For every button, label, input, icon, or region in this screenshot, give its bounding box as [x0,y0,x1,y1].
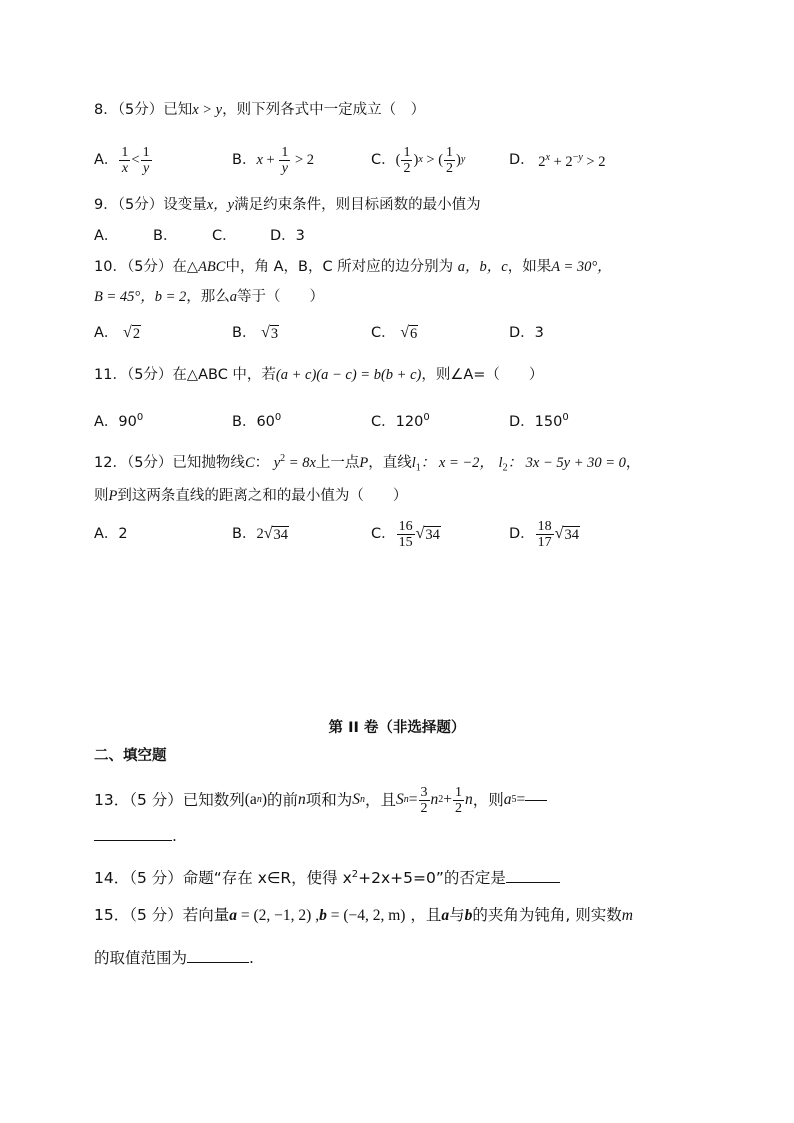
q12-option-b [232,514,289,554]
q10-option-c [371,323,418,343]
q8-option-c-label: C． [371,152,396,168]
q12-d-sqrt: √ 34 [554,525,579,543]
q13-mid: 的前 [266,791,298,809]
q9-option-a [94,226,118,246]
q12-d-frac: $\frac{18}{17}$ [537,518,552,550]
q15-answer-blank[interactable] [187,962,249,963]
q9-option-a-label: A． [94,228,119,244]
q13-line2 [94,826,177,846]
q8-a-frac-1: $\frac{1}{x}$ [121,144,129,176]
q8-condition: x > y [192,102,223,118]
q13-answer-blank-1[interactable] [525,800,547,801]
q10-cond-b: B = 45°，b = 2 [94,289,187,305]
q10-mid2: ，如果 [507,259,552,275]
q10-mid: 中，角 A，B，C 所对应的边分别为 [225,259,454,275]
q11-b-degree: 0 [274,412,282,423]
q12-stem: 12．（5分）已知抛物线C： $y^2 = 8x$上一点P，直线$l_1$： x = −2， $l_2$： 3x − 5y + 30 = 0， [94,453,641,474]
q12-option-d-label: D． [509,526,535,542]
q12-end: ， [625,454,641,471]
q10-option-a [94,323,141,343]
q8-stem-text: 8．（5分）已知 [94,102,193,118]
q12-stem-text: 12．（5分）已知抛物线 [94,454,245,471]
q12-c-var: C [244,454,255,471]
q13-end: . [172,827,177,845]
q9-option-b [153,226,177,246]
q12-line2-p: P [108,488,118,504]
q12-line2: 则 [94,488,109,504]
q10-stem-text: 10．（5分）在△ [94,259,199,275]
q15-b2: b [464,907,473,924]
q9-stem [94,195,481,215]
q8-option-a-label: A． [94,152,119,168]
q10-line2-tail: ，那么 [186,289,230,305]
q15-line2-text: 的取值范围为 [94,949,188,967]
q13-eq-sub: n [403,794,409,805]
q11-c-degree: 0 [423,412,430,423]
q15-mid3: 的夹角为钝角, 则实数 [472,906,622,924]
q12-parabola-rest: = 8x [285,454,316,471]
q14-answer-blank[interactable] [506,882,560,883]
q12-c-sqrt: √ 34 [415,525,440,543]
q11-option-c-label: C．120 [371,413,424,430]
q15-stem [94,905,633,926]
q13-seq-open: (a [244,791,257,808]
q13-seq-close: ) [261,791,267,808]
q8-option-c: C． ( $\frac{1}{2}$ ) x > ( $\frac{1}{2}$ ) y [371,144,466,176]
q10-tail: 等于（ ） [236,289,324,305]
q10-option-d-label: D．3 [509,325,544,341]
q15-end: . [249,949,254,967]
q13-eq-sign: = [408,791,418,808]
q9-option-b-label: B． [153,228,178,244]
q13-s: S [352,791,361,808]
q12-b-coef: 2 [256,526,264,542]
q9-stem-text: 9．（5分）设变量 [94,197,207,213]
q12-line2-tail: 到这两条直线的距离之和的最小值为（ ） [117,488,408,504]
q10-option-c-label: C． [371,325,396,341]
q12-l2: l [498,454,503,471]
q10-option-b-label: B． [232,325,257,341]
q10-triangle: ABC [198,259,226,275]
q12-option-c-label: C． [371,526,396,542]
q8-option-a: A． $\frac{1}{x}$ < $\frac{1}{y}$ [94,144,150,176]
q11-option-b [232,408,281,432]
q14-mid: +2x+5=0”的否定是 [358,869,506,888]
q10-stem-line2 [94,287,324,307]
q15-vec-b: b [319,907,327,924]
q11-a-degree: 0 [136,412,144,423]
q11-d-degree: 0 [562,412,569,423]
q8-b-frac: $\frac{1}{y}$ [281,144,289,176]
q15-vec-b-val: = (−4, 2, m) [326,907,406,924]
q12-option-d [509,514,580,554]
q9-option-d-label: D．3 [270,228,305,244]
q13-a5-eq: = [516,791,526,808]
q12-l1-eq: ： x = −2， [420,454,494,471]
q8-option-b: B． x + $\frac{1}{y}$ > 2 [232,144,315,176]
section-subtitle: 二、填空题 [94,748,167,764]
q12-l1: l [411,454,416,471]
q10-b-sqrt: √ 3 [261,324,279,342]
q15-line2 [94,948,254,968]
q15-m: m [621,907,633,924]
q13-a5: a [503,791,512,808]
q12-parabola-y: y [273,454,281,471]
q11-stem-text: 11．（5分）在△ABC 中，若 [94,367,276,383]
q11-option-a [94,408,143,432]
q10-a-sqrt: √ 2 [123,324,141,342]
q12-option-c [371,514,441,554]
q12-mid: 上一点 [315,454,360,471]
q8-tail: ，则下列各式中一定成立（ ） [222,102,426,118]
q12-option-a-label: A．2 [94,526,128,542]
q15-vec-a-val: = (2, −1, 2) , [237,907,320,924]
q13-mid3: ，且 [365,791,397,809]
q8-option-b-label: B． [232,152,257,168]
q15-stem-text: 15．（5 分）若向量 [94,906,230,924]
q15-mid: ，且 [410,906,442,924]
q8-stem [94,100,425,120]
q9-option-c [212,226,237,246]
q14-stem-text: 14．（5 分）命题“存在 x∈R，使得 x [94,869,352,888]
q12-lines: ，直线 [368,454,412,471]
q11-tail: ，则∠A=（ ） [421,367,544,383]
q10-option-a-label: A． [94,325,119,341]
q11-option-d [509,408,569,432]
q11-option-a-label: A．90 [94,413,137,430]
q11-stem [94,365,543,385]
q13-s-sub: n [360,794,366,805]
q11-option-c [371,408,430,432]
q13-answer-blank-2[interactable] [94,840,172,841]
q13-plus: + [443,791,453,808]
q12-stem-line2 [94,486,407,506]
q8-a-frac-2: $\frac{1}{y}$ [142,144,150,176]
q10-stem [94,257,612,277]
q11-equation: (a + c)(a − c) = b(b + c) [275,367,422,383]
q13-tail: ，则 [472,791,504,809]
q12-b-sqrt: √ 34 [263,525,288,543]
q13-frac-1: $\frac{3}{2}$ [420,784,428,816]
q13-seq-sub: n [256,794,262,805]
q9-option-c-label: C． [212,228,237,244]
q12-c-frac: $\frac{16}{15}$ [398,518,413,550]
q10-a-var: a [229,289,237,305]
q10-option-d [509,323,544,343]
q15-mid2: 与 [449,906,465,924]
q14-stem [94,865,560,888]
q13-stem: 13．（5 分）已知数列 (a n ) 的前 n 项和为 S n ，且 S n = $\frac{3}{2}$ n 2 + $\frac{1}{2}$ n ，则 a 5 = [94,780,547,820]
q15-vec-a: a [229,907,238,924]
q12-option-b-label: B． [232,526,257,542]
q13-mid2: 项和为 [305,791,353,809]
q9-tail: 满足约束条件，则目标函数的最小值为 [234,197,481,213]
q10-cond-a: A = 30°， [551,259,612,275]
q12-l2-eq: ： 3x − 5y + 30 = 0 [507,454,626,471]
q12-option-a [94,514,128,554]
q11-option-b-label: B．60 [232,413,275,430]
q8-option-d-label: D． [509,152,535,168]
q13-n1: n [465,791,473,808]
q8-option-d: D． $2^x + 2^{-y} > 2$ [509,152,606,170]
q14-sup: 2 [351,869,359,880]
q13-n: n [298,791,306,808]
q13-frac-2: $\frac{1}{2}$ [455,784,463,816]
q12-p-var: P [359,454,369,471]
q8-c-frac-2: $\frac{1}{2}$ [446,144,454,176]
q13-stem-text: 13．（5 分）已知数列 [94,791,245,809]
section-title: 第 II 卷（非选择题） [328,720,466,736]
q13-eq-s: S [396,791,404,808]
q12-colon: ： [254,454,270,471]
q10-sides: a，b，c [457,259,508,275]
q11-option-d-label: D．150 [509,413,563,430]
q10-c-sqrt: √ 6 [400,324,418,342]
q13-a5-sub: 5 [511,794,517,805]
q15-a2: a [441,907,450,924]
q9-vars: x，y [206,197,235,213]
q8-c-frac-1: $\frac{1}{2}$ [403,144,411,176]
q9-option-d [270,226,305,246]
q10-option-b [232,323,279,343]
q13-n2: n [430,791,439,808]
